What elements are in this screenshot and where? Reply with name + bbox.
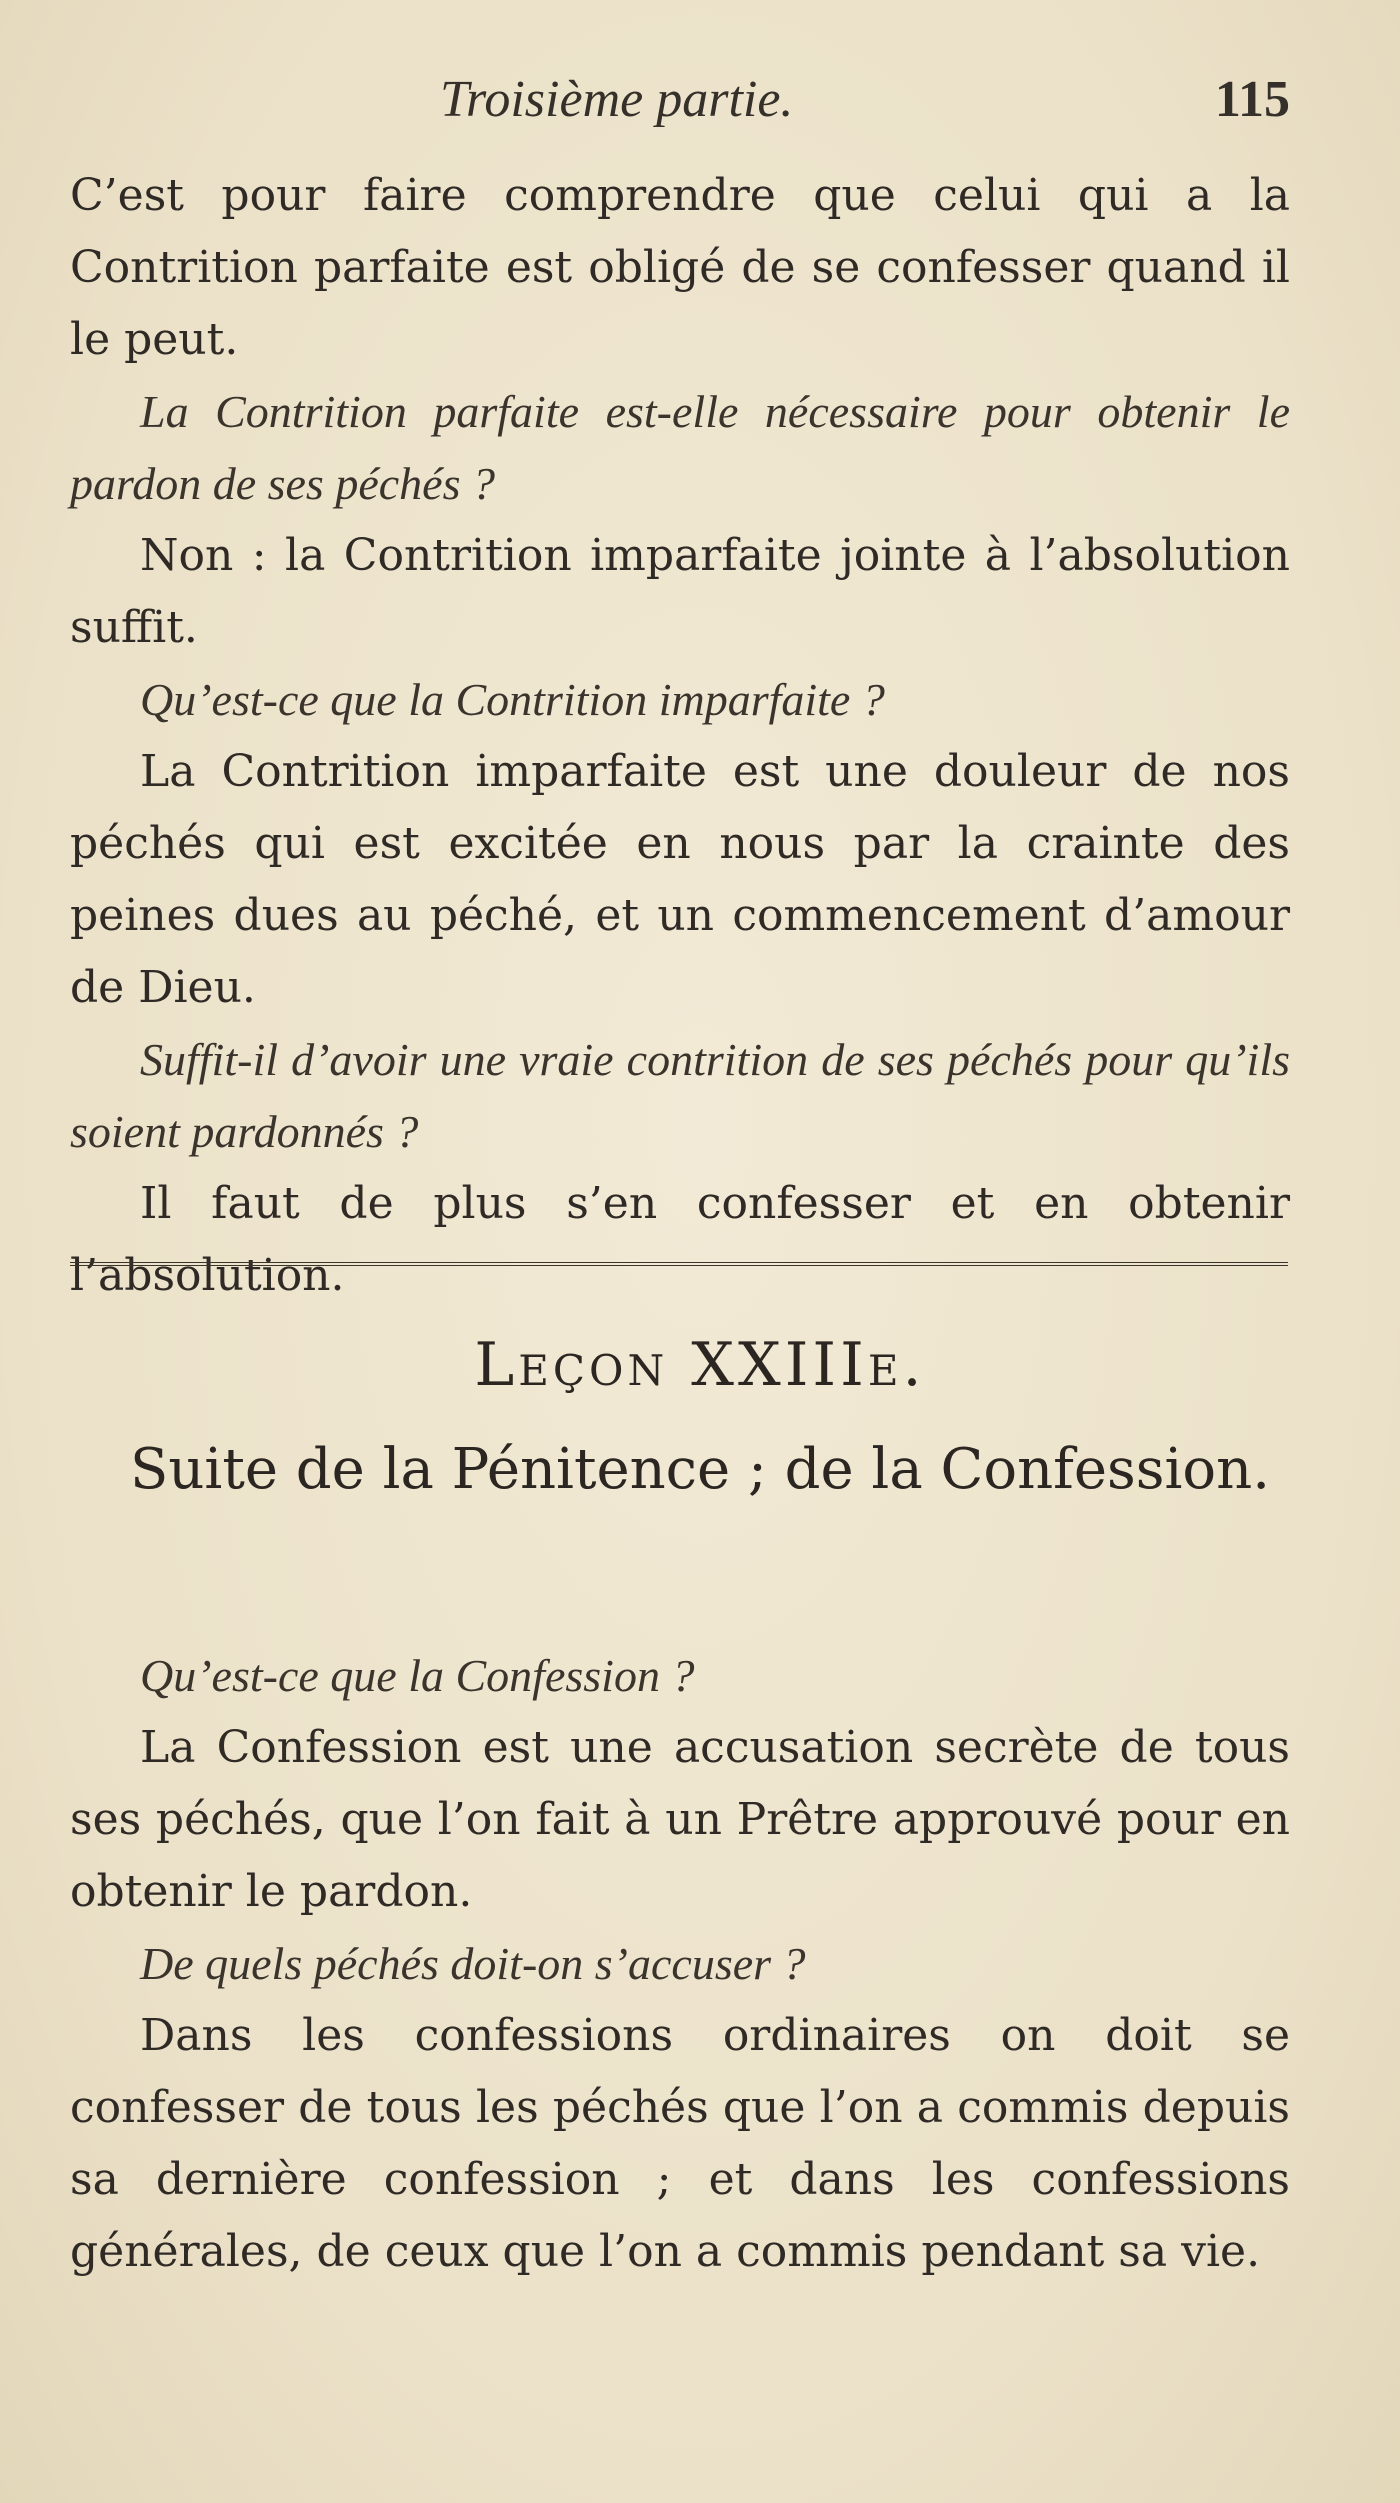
running-head: Troisième partie. [440,71,794,128]
section-divider [70,1262,1288,1272]
answer-imperfect-contrition: La Contrition imparfaite est une douleur de nos péchés qui est excitée en nous par la crainte des peines dues au péché, et un commencement d’amour de Dieu. [70,746,1290,1013]
question-contrition-necessary: La Contrition parfaite est-elle nécessaire pour obtenir le pardon de ses péchés ? [70,386,1290,509]
lesson-title: Leçon XXIIIe. [474,1330,926,1400]
lesson-subtitle: Suite de la Pénitence ; de la Confession. [130,1437,1270,1502]
question-which-sins: De quels péchés doit-on s’accuser ? [140,1938,806,1989]
question-imperfect-contrition: Qu’est-ce que la Contrition imparfaite ? [140,674,885,725]
catechism-section-contrition [70,160,1290,1312]
question-contrition-sufficient: Suffit-il d’avoir une vraie contrition de ses péchés pour qu’ils soient pardonnés ? [70,1034,1290,1157]
catechism-section-confession [70,1640,1290,2288]
answer-contrition-sufficient: Il faut de plus s’en confesser et en obtenir l’absolution. [70,1178,1290,1301]
page-header [0,70,1400,150]
question-what-is-confession: Qu’est-ce que la Confession ? [140,1650,695,1701]
answer-what-is-confession: La Confession est une accusation secrète de tous ses péchés, que l’on fait à un Prêtre approuvé pour en obtenir le pardon. [70,1722,1290,1917]
answer-which-sins: Dans les confessions ordinaires on doit se confesser de tous les péchés que l’on a commis depuis sa dernière confession ; et dans les confessions générales, de ceux que l’on a commis pendant sa vie. [70,2010,1290,2277]
paragraph-intro: C’est pour faire comprendre que celui qui a la Contrition parfaite est obligé de se confesser quand il le peut. [70,170,1290,365]
answer-contrition-necessary: Non : la Contrition imparfaite jointe à l’absolution suffit. [70,530,1290,653]
page-number: 115 [1214,71,1290,128]
